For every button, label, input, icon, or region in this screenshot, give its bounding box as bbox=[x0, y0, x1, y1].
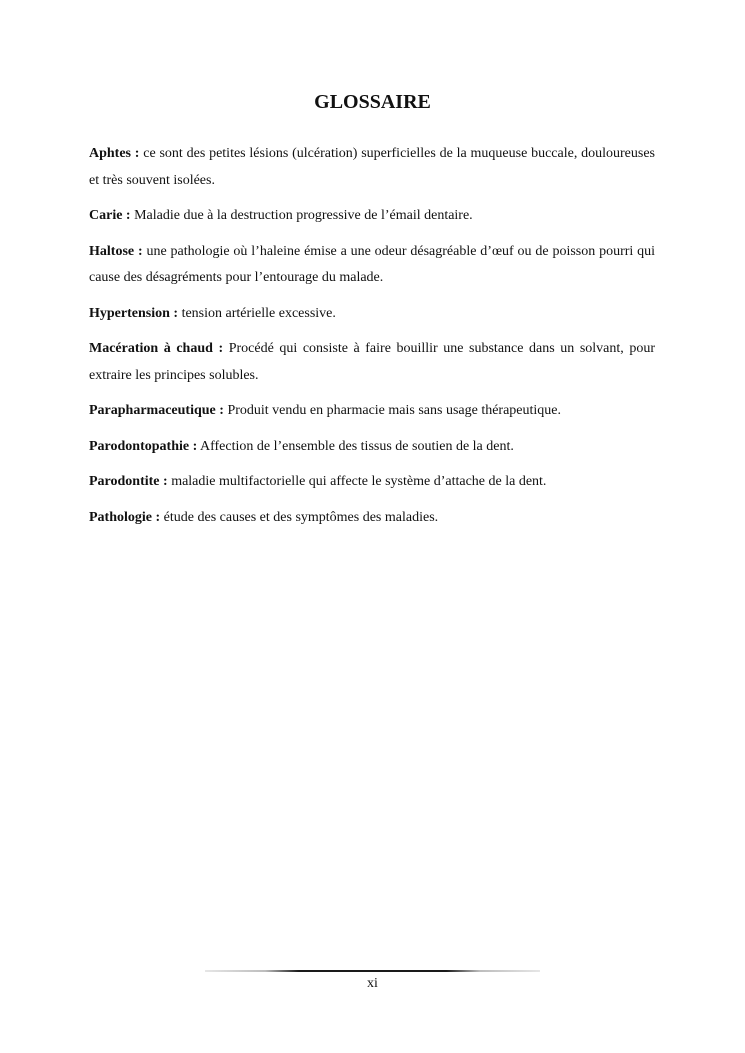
glossary-definition: Maladie due à la destruction progressive de l’émail dentaire. bbox=[134, 208, 473, 223]
glossary-term: Carie : bbox=[89, 208, 131, 223]
glossary-entry bbox=[89, 505, 655, 532]
glossary-entry bbox=[89, 398, 655, 425]
glossary-entry bbox=[89, 301, 655, 328]
glossary-term: Parodontite : bbox=[89, 474, 168, 489]
glossary-entry bbox=[89, 203, 655, 230]
glossary-term: Hypertension : bbox=[89, 305, 179, 321]
glossary-definition: une pathologie où l’haleine émise a une odeur désagréable d’œuf ou de poisson pourri qui cause des désagréments pour l’entourage du malade. bbox=[89, 243, 656, 285]
glossary-definition: étude des causes et des symptômes des maladies. bbox=[163, 509, 439, 525]
glossary-term: Parapharmaceutique : bbox=[89, 403, 224, 418]
glossary-entry bbox=[89, 469, 655, 496]
glossary-list bbox=[89, 141, 655, 540]
page-number: xi bbox=[367, 976, 378, 991]
glossary-term: Pathologie : bbox=[89, 509, 161, 525]
page-title: GLOSSAIRE bbox=[314, 91, 431, 113]
glossary-definition: Procédé qui consiste à faire bouillir une substance dans un solvant, pour extraire les principes solubles. bbox=[89, 341, 655, 383]
glossary-definition: Affection de l’ensemble des tissus de soutien de la dent. bbox=[199, 438, 514, 454]
glossary-entry bbox=[89, 336, 655, 389]
glossary-definition: ce sont des petites lésions (ulcération) superficielles de la muqueuse buccale, douloureuses et très souvent isolées. bbox=[89, 146, 656, 188]
glossary-definition: tension artérielle excessive. bbox=[181, 305, 336, 321]
glossary-term: Haltose : bbox=[89, 243, 143, 259]
glossary-term: Parodontopathie : bbox=[89, 438, 198, 454]
glossary-definition: maladie multifactorielle qui affecte le système d’attache de la dent. bbox=[171, 474, 547, 489]
glossary-term: Aphtes : bbox=[89, 146, 140, 161]
glossary-entry bbox=[89, 141, 655, 194]
footer-divider bbox=[205, 970, 540, 972]
glossary-definition: Produit vendu en pharmacie mais sans usage thérapeutique. bbox=[227, 403, 562, 418]
glossary-term: Macération à chaud : bbox=[89, 341, 224, 356]
glossary-entry bbox=[89, 239, 655, 292]
glossary-entry bbox=[89, 434, 655, 461]
